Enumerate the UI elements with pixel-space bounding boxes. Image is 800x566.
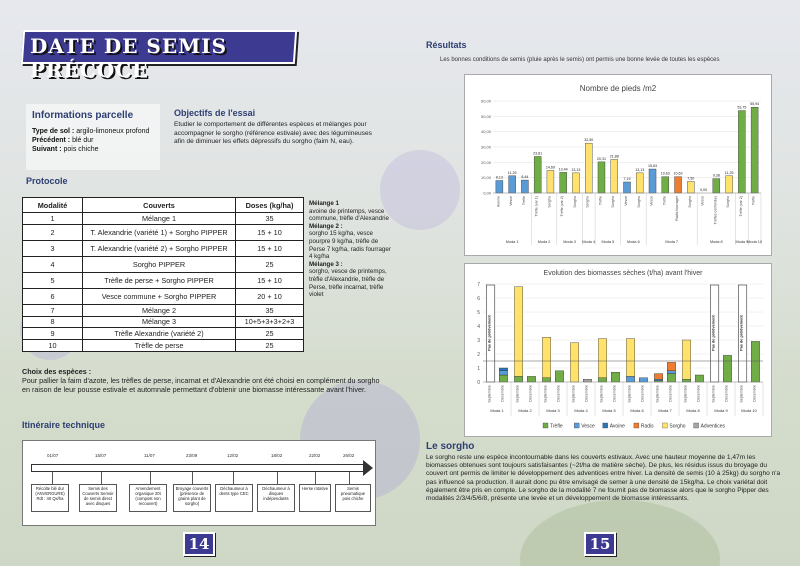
bar: [572, 173, 579, 193]
bar: [611, 159, 618, 193]
x-tick-label: Sorgho: [572, 196, 577, 208]
table-cell: Trèfle de perse + Sorgho PIPPER: [83, 272, 236, 288]
group-label: Moda 6: [627, 240, 640, 244]
sorgho-heading: Le sorgho: [426, 441, 475, 452]
choix-especes: [22, 367, 384, 394]
info-line: Suivant : pois chiche: [32, 146, 99, 153]
x-tick-label: Septembre: [627, 385, 632, 403]
x-tick-label: Décembre: [556, 385, 561, 402]
chart-title: Evolution des biomasses sèches (t/ha) avant l'hiver: [543, 270, 703, 277]
x-tick-label: Septembre: [571, 385, 576, 403]
objectifs-text: Etudier le comportement de différentes espèces et mélanges pour accompagner le sorgho (référence estivale) avec des légumineuses afin de diminuer les effets dépressifs du sorgho (faim N, eau).: [174, 121, 372, 145]
timeline-stem: [52, 472, 53, 484]
group-label: Moda 2: [537, 240, 551, 244]
table-cell: 25: [236, 340, 304, 352]
choix-text: Pour pallier la faim d'azote, les trèfles de perse, incarnat et d'Alexandrie ont été choisi en complément du sorgho en raison de leur pousse estivale et automnale permettant d'obtenir une biomasse intéressante avant l'hiver.: [22, 376, 380, 394]
table-row: [23, 256, 304, 272]
stacked-bar-segment: [682, 340, 690, 379]
timeline-date: 12/02: [227, 453, 239, 458]
stacked-bar-segment: [639, 378, 647, 382]
chart-nombre-pieds: [464, 74, 772, 256]
choix-label: Choix des espèces :: [22, 367, 92, 376]
stacked-bar-segment: [555, 371, 563, 382]
data-label: 20,31: [596, 156, 606, 161]
stacked-bar-segment: [583, 379, 591, 382]
table-cell: 15 + 10: [236, 224, 304, 240]
timeline-step: Déchaumeur à dents type CEC: [215, 484, 253, 512]
table-row: [23, 272, 304, 288]
x-tick-label: Trèfle (var 2): [738, 196, 743, 217]
timeline-stem: [150, 472, 151, 484]
chart-nombre-pieds-svg: [465, 75, 771, 255]
data-label: 9,38: [712, 173, 720, 178]
table-row: [23, 328, 304, 340]
x-tick-label: Avoine: [496, 196, 501, 207]
group-label: Moda 4: [574, 408, 588, 413]
timeline-date: 11/07: [144, 453, 155, 458]
x-tick-label: Septembre: [683, 385, 688, 403]
stacked-bar-segment: [654, 374, 662, 380]
table-cell: 3: [23, 240, 83, 256]
bar: [521, 180, 528, 193]
data-label: 21,88: [609, 154, 619, 159]
table-cell: 7: [23, 304, 83, 316]
table-cell: 9: [23, 328, 83, 340]
protocole-table: [22, 197, 304, 352]
x-tick-label: Vesce: [649, 196, 654, 206]
x-tick-label: Septembre: [739, 385, 744, 403]
x-tick-label: Septembre: [655, 385, 660, 403]
legend-label: Sorgho: [669, 423, 686, 430]
table-cell: 10+5+3+3+2+3: [236, 316, 304, 328]
group-label: Moda 3: [563, 240, 576, 244]
stacked-bar-segment: [654, 379, 662, 380]
legend-swatch: [694, 423, 699, 428]
data-label: 10,63: [660, 171, 670, 176]
table-cell: Mélange 1: [83, 213, 236, 225]
bar: [649, 169, 656, 193]
x-tick-label: Septembre: [487, 385, 492, 403]
x-tick-label: Décembre: [696, 385, 701, 402]
group-label: Moda 5: [602, 408, 616, 413]
x-tick-label: Septembre: [515, 385, 520, 403]
group-label: Moda 2: [518, 408, 532, 413]
page-number: 15: [584, 532, 616, 556]
melange-label: Mélange 1: [309, 200, 339, 207]
melanges-notes: [309, 200, 395, 299]
timeline-step: Déchaumeur à disques indépendants: [257, 484, 295, 512]
table-header-row: [23, 198, 304, 213]
table-cell: Trèfle de perse: [83, 340, 236, 352]
melange-text: sorgho, vesce de printemps, trèfle d'Alexandrie, trèfle de Perse, trèfle incarnat, trèfle violet: [309, 268, 387, 299]
timeline-date: 26/02: [343, 453, 355, 458]
bar: [496, 181, 503, 193]
x-tick-label: Vesce: [700, 196, 705, 206]
column-header: Modalité: [23, 198, 83, 213]
group-label: Moda 9: [714, 408, 728, 413]
chart-biomasses: [464, 263, 772, 437]
legend-label: Vesce: [581, 423, 595, 430]
x-tick-label: Décembre: [584, 385, 589, 402]
x-tick-label: Décembre: [668, 385, 673, 402]
x-tick-label: Sorgho: [585, 196, 590, 208]
bar: [713, 179, 720, 193]
x-tick-label: Trèfle: [598, 196, 603, 206]
no-sample-label: Pas de prélèvement: [711, 315, 716, 351]
data-label: 8,44: [521, 175, 529, 180]
table-row: [23, 224, 304, 240]
x-tick-label: Décembre: [752, 385, 757, 402]
stacked-bar-segment: [514, 376, 522, 382]
sorgho-text: Le sorgho reste une espèce incontournable dans les couverts estivaux. Avec une hauteur moyenne de 1,47m les biomasses obtenues sont toujours satisfaisantes (~2t/ha de matière sèche). De plus, les résidus issus du broyage du couvert ont permis de limiter le développement des adventices entre hiver. La densité de semis (10 à 25kg) du sorgho n'a pas influencé sa production. Il aurait donc pu être envisagé de semer à une densité de 15kg/ha. Le choix variétal doit également être pris en compte. Le sorgho de la modalité 7 ne fournit pas de biomasse alors que le sorgho Pipper des modalités 2/3/4/5/6/8, présente une levée et un développement de biomasse intéressants.: [426, 454, 781, 503]
stacked-bar-segment: [695, 375, 703, 382]
data-label: 10,63: [673, 171, 683, 176]
bar: [751, 107, 758, 193]
stacked-bar-segment: [626, 339, 634, 377]
resultats-subtitle: Les bonnes conditions de semis (pluie après le semis) ont permis une bonne levée de toutes les espèces: [440, 57, 720, 63]
timeline-arrow: [31, 464, 365, 472]
stacked-bar-segment: [682, 379, 690, 382]
x-tick-label: Radis fourrager: [675, 196, 680, 221]
table-cell: 4: [23, 256, 83, 272]
table-cell: Vesce commune + Sorgho PIPPER: [83, 288, 236, 304]
table-cell: T. Alexandrie (variété 1) + Sorgho PIPPER: [83, 224, 236, 240]
table-cell: 35: [236, 304, 304, 316]
bar: [534, 156, 541, 193]
stacked-bar-segment: [598, 378, 606, 382]
itineraire-heading: Itinéraire technique: [22, 420, 106, 430]
y-tick-label: 40,00: [480, 129, 491, 135]
bar: [687, 182, 694, 194]
group-label: Moda 9: [735, 240, 749, 244]
data-label: 8,13: [495, 175, 503, 180]
table-cell: Sorgho PIPPER: [83, 256, 236, 272]
y-tick-label: 30,00: [480, 144, 491, 150]
page-title: DATE DE SEMIS PRÉCOCE: [30, 34, 228, 82]
table-row: [23, 304, 304, 316]
y-tick-label: 10,00: [480, 175, 491, 181]
table-row: [23, 340, 304, 352]
table-cell: 8: [23, 316, 83, 328]
right-page: [400, 0, 800, 566]
stacked-bar-segment: [499, 371, 507, 375]
table-row: [23, 316, 304, 328]
y-tick-label: 1: [477, 366, 480, 372]
data-label: 32,50: [584, 138, 594, 143]
bar: [738, 111, 745, 193]
y-tick-label: 0,00: [483, 190, 491, 196]
x-tick-label: Trèfle (var 1): [534, 196, 539, 217]
bar: [547, 170, 554, 193]
y-tick-label: 2: [477, 352, 480, 358]
table-cell: 15 + 10: [236, 240, 304, 256]
legend-swatch: [603, 423, 608, 428]
x-tick-label: Septembre: [543, 385, 548, 403]
y-tick-label: 3: [477, 338, 480, 344]
timeline-step: Semis des Couverts Semoir de semis direct avec disques: [79, 484, 117, 512]
x-tick-label: Trèfle: [751, 196, 756, 206]
melange-label: Mélange 2 :: [309, 222, 343, 230]
stacked-bar-segment: [527, 376, 535, 382]
stacked-bar-segment: [499, 375, 507, 382]
table-cell: 35: [236, 213, 304, 225]
stacked-bar-segment: [542, 337, 550, 378]
melange-text: sorgho 15 kg/ha, vesce pourpre 9 kg/ha, trèfle de Perse 7 kg/ha, radis fourrager 4 kg/ha: [309, 230, 391, 261]
group-label: Moda 6: [630, 408, 644, 413]
x-tick-label: Décembre: [724, 385, 729, 402]
x-tick-label: Décembre: [612, 385, 617, 402]
data-label: 13,44: [558, 167, 568, 172]
x-tick-label: Décembre: [500, 385, 505, 402]
informations-parcelle: [26, 104, 160, 170]
data-label: 11,25: [724, 170, 734, 175]
resultats-heading: Résultats: [426, 40, 467, 50]
group-label: Moda 5: [601, 240, 615, 244]
legend-label: Radis: [640, 423, 654, 430]
x-tick-label: Sorgho: [547, 196, 552, 208]
table-cell: 2: [23, 224, 83, 240]
bar: [509, 176, 516, 193]
timeline-stem: [192, 472, 193, 484]
data-label: 55,94: [750, 102, 760, 107]
timeline-stem: [101, 472, 102, 484]
bar: [598, 162, 605, 193]
stacked-bar-segment: [542, 378, 550, 382]
group-label: Moda 1: [490, 408, 504, 413]
y-tick-label: 60,00: [480, 98, 491, 104]
table-cell: T. Alexandrie (variété 2) + Sorgho PIPPER: [83, 240, 236, 256]
melange-label: Mélange 3 :: [309, 260, 343, 268]
table-cell: 1: [23, 213, 83, 225]
group-label: Moda 10: [747, 240, 763, 244]
timeline-step: Herse rotative: [299, 484, 331, 512]
bar: [560, 172, 567, 193]
x-tick-label: Trèfle: [521, 196, 526, 206]
legend-label: Trèfle: [550, 423, 563, 430]
bar: [623, 182, 630, 193]
timeline-stem: [277, 472, 278, 484]
timeline-date: 23/09: [186, 453, 198, 458]
data-label: 15,63: [648, 164, 658, 169]
timeline-step: Récolte blé dur (ANVERGURE) Rdt : 40 Qx/ha: [31, 484, 69, 512]
data-label: 13,13: [635, 167, 645, 172]
stacked-bar-segment: [598, 339, 606, 378]
timeline-arrowhead-icon: [363, 460, 373, 476]
table-cell: 5: [23, 272, 83, 288]
legend-swatch: [662, 423, 667, 428]
legend-label: Adventices: [700, 423, 726, 430]
x-tick-label: Septembre: [711, 385, 716, 403]
data-label: 14,69: [545, 165, 555, 170]
x-tick-label: Trèfle: [662, 196, 667, 206]
data-label: 7,19: [623, 176, 631, 181]
table-cell: Mélange 2: [83, 304, 236, 316]
table-cell: 10: [23, 340, 83, 352]
table-row: [23, 240, 304, 256]
stacked-bar-segment: [514, 287, 522, 377]
x-tick-label: Vesce: [624, 196, 628, 206]
column-header: Couverts: [83, 198, 236, 213]
y-tick-label: 0: [477, 380, 480, 386]
table-cell: 25: [236, 256, 304, 272]
timeline-date: 15/07: [95, 453, 107, 458]
data-label: 11,25: [507, 170, 517, 175]
table-cell: Mélange 3: [83, 316, 236, 328]
bar: [662, 177, 669, 193]
bar: [636, 173, 643, 193]
info-heading: Informations parcelle: [32, 110, 134, 121]
group-label: Moda 1: [505, 240, 519, 244]
chart-title: Nombre de pieds /m2: [579, 84, 657, 93]
x-tick-label: Sorgho: [687, 196, 692, 208]
stacked-bar-segment: [499, 368, 507, 371]
data-label: 13,13: [571, 167, 581, 172]
group-label: Moda 10: [741, 408, 757, 413]
bar: [585, 143, 592, 193]
group-label: Moda 7: [665, 240, 679, 244]
x-tick-label: Vesce: [509, 196, 514, 206]
x-tick-label: Décembre: [640, 385, 645, 402]
data-label: 53,75: [737, 105, 747, 110]
stacked-bar-segment: [751, 341, 759, 382]
stacked-bar-segment: [667, 374, 675, 382]
table-cell: 6: [23, 288, 83, 304]
y-tick-label: 20,00: [480, 159, 491, 165]
table-cell: 15 + 10: [236, 272, 304, 288]
timeline-stem: [233, 472, 234, 484]
x-tick-label: Sorgho: [726, 196, 731, 208]
timeline-step: Amendement organique 20t (compost non recouvert): [129, 484, 167, 512]
group-label: Moda 3: [546, 408, 560, 413]
y-tick-label: 5: [477, 310, 480, 316]
no-sample-label: Pas de prélèvement: [739, 315, 744, 351]
objectifs-heading: Objectifs de l'essai: [174, 108, 256, 118]
table-cell: 25: [236, 328, 304, 340]
timeline-stem: [349, 472, 350, 484]
stacked-bar-segment: [611, 372, 619, 382]
group-label: Moda 8: [709, 240, 723, 244]
timeline-date: 01/07: [47, 453, 59, 458]
timeline-date: 18/02: [271, 453, 283, 458]
group-label: Moda 4: [582, 240, 596, 244]
y-tick-label: 50,00: [480, 113, 491, 119]
legend-swatch: [634, 423, 639, 428]
chart-biomasses-svg: [465, 264, 771, 436]
page-number: 14: [183, 532, 215, 556]
stacked-bar-segment: [626, 376, 634, 382]
stacked-bar-segment: [570, 343, 578, 382]
info-line: Type de sol : argilo-limoneux profond: [32, 128, 150, 135]
timeline-date: 22/02: [309, 453, 321, 458]
group-label: Moda 7: [658, 408, 672, 413]
y-tick-label: 6: [477, 296, 480, 302]
group-label: Moda 8: [686, 408, 700, 413]
no-sample-label: Pas de prélèvement: [487, 315, 492, 351]
data-label: 23,81: [533, 151, 543, 156]
legend-swatch: [574, 423, 579, 428]
data-label: 7,50: [687, 176, 695, 181]
itineraire-timeline: [22, 440, 376, 526]
x-tick-label: Trèfle (var 2): [560, 196, 565, 217]
table-cell: Trèfle Alexandrie (variété 2): [83, 328, 236, 340]
data-label: 0,00: [700, 188, 708, 192]
column-header: Doses (kg/ha): [236, 198, 304, 213]
table-row: [23, 213, 304, 225]
table-cell: 20 + 10: [236, 288, 304, 304]
table-row: [23, 288, 304, 304]
x-tick-label: Sorgho: [636, 196, 641, 208]
stacked-bar-segment: [667, 371, 675, 374]
x-tick-label: Septembre: [599, 385, 604, 403]
y-tick-label: 4: [477, 324, 480, 330]
x-tick-label: Trèfles confondus: [713, 195, 718, 225]
bar: [675, 177, 682, 193]
stacked-bar-segment: [667, 362, 675, 370]
legend-label: Avoine: [609, 423, 625, 430]
y-tick-label: 7: [477, 282, 480, 288]
legend-swatch: [543, 423, 548, 428]
timeline-step: Broyage couverts (présence de grains plant de sorgho): [173, 484, 211, 512]
timeline-stem: [315, 472, 316, 484]
objectifs-section: [174, 108, 384, 147]
bar: [726, 176, 733, 193]
melange-text: avoine de printemps, vesce commune, trèfle d'Alexandrie: [309, 207, 389, 223]
timeline-step: Semis pneumatique pois chiche: [335, 484, 371, 512]
info-line: Précédent : blé dur: [32, 137, 94, 144]
protocole-heading: Protocole: [26, 176, 68, 186]
x-tick-label: Décembre: [528, 385, 533, 402]
stacked-bar-segment: [723, 355, 731, 382]
x-tick-label: Sorgho: [611, 196, 616, 208]
